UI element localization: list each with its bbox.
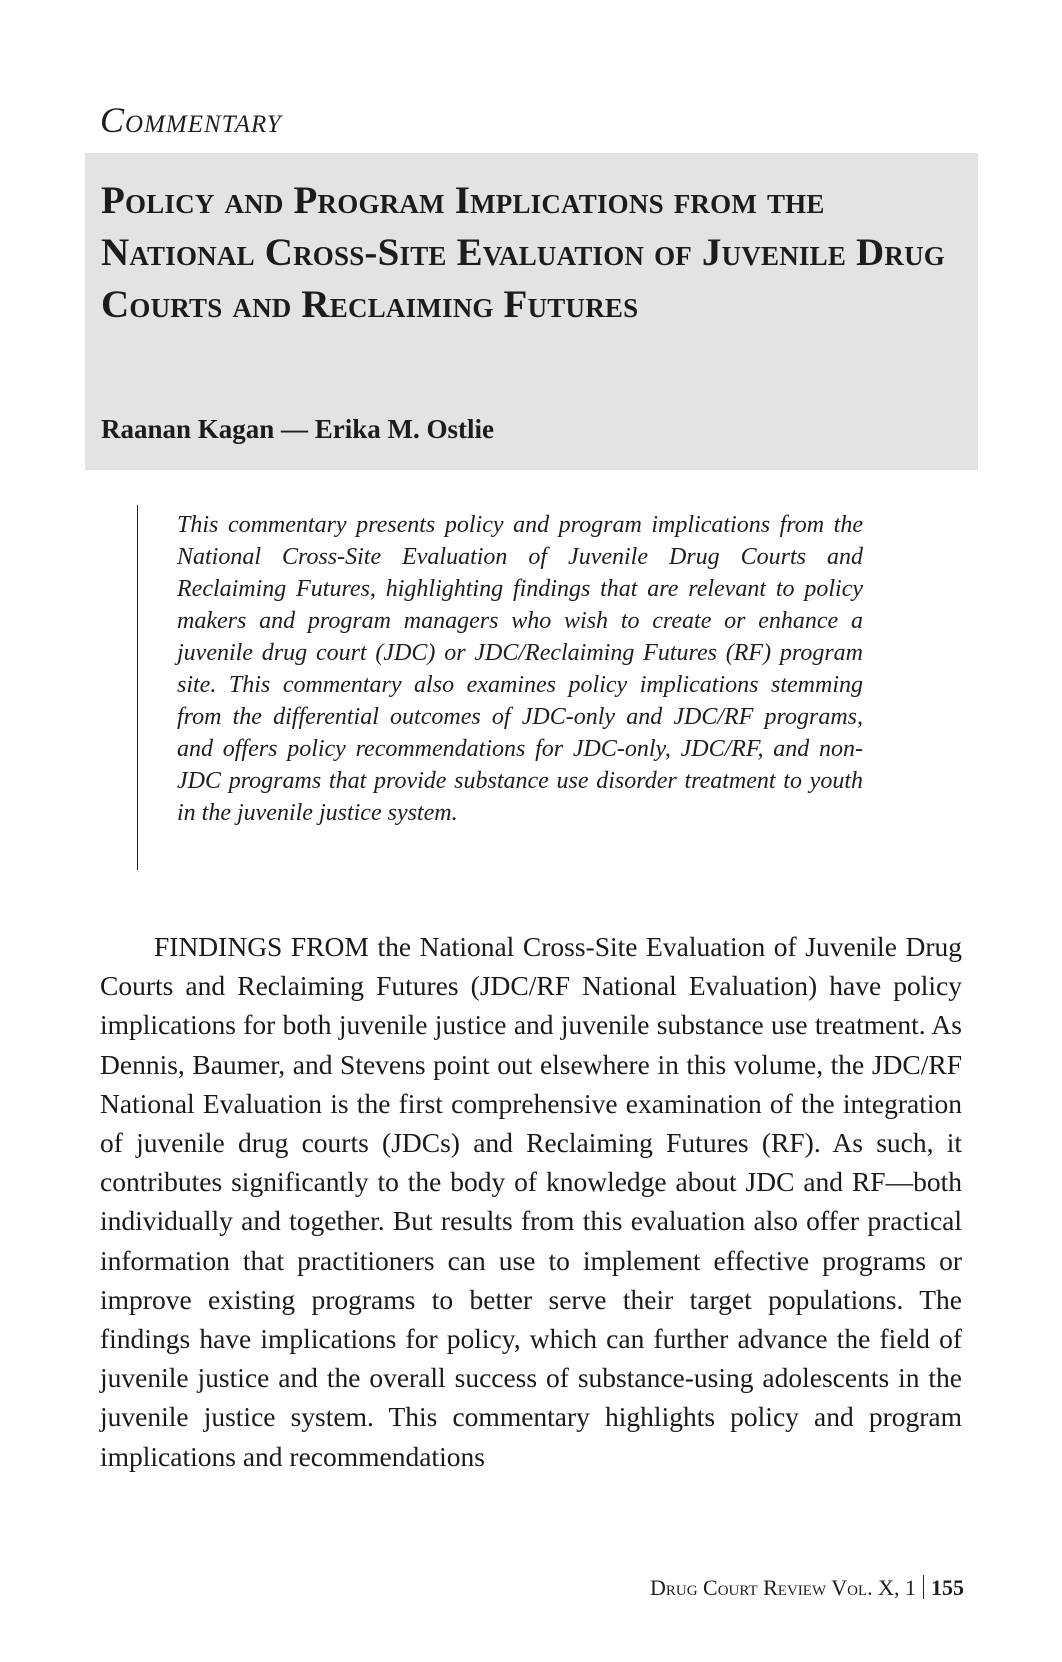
title-block	[85, 153, 978, 470]
page-footer	[650, 1575, 964, 1601]
abstract-rule	[137, 505, 138, 870]
journal-name: Drug Court Review Vol. X, 1	[649, 1575, 916, 1600]
abstract-text: This commentary presents policy and program implications from the National Cross-Site Evaluation of Juvenile Drug Courts and Reclaiming Futures, highlighting findings that are relevant to policy makers and program managers who wish to create or enhance a juvenile drug court (JDC) or JDC/Reclaiming Futures (RF) program site. This commentary also examines policy implications stemming from the differential outcomes of JDC-only and JDC/RF programs, and offers policy recommendations for JDC-only, JDC/RF, and non-JDC programs that provide substance use disorder treatment to youth in the juvenile justice system.	[177, 512, 863, 826]
body-paragraph: FINDINGS FROM the National Cross-Site Evaluation of Juvenile Drug Courts and Reclaiming Futures (JDC/RF National Evaluation) have policy implications for both juvenile justice and juvenile substance use treatment. As Dennis, Baumer, and Stevens point out elsewhere in this volume, the JDC/RF National Evaluation is the first comprehensive examination of the integration of juvenile drug courts (JDCs) and Reclaiming Futures (RF). As such, it contributes significantly to the body of knowledge about JDC and RF—both individually and together. But results from this evaluation also offer practical information that practitioners can use to implement effective programs or improve existing programs to better serve their target populations. The findings have implications for policy, which can further advance the field of juvenile justice and the overall success of substance-using adolescents in the juvenile justice system. This commentary highlights policy and program implications and recommendations	[100, 931, 962, 1472]
page-number: 155	[931, 1575, 964, 1600]
article-title: Policy and Program Implications from the National Cross-Site Evaluation of Juvenile Drug Courts and Reclaiming Futures	[101, 179, 945, 326]
footer-divider	[923, 1575, 924, 1599]
article-authors: Raanan Kagan — Erika M. Ostlie	[101, 414, 495, 444]
section-label: Commentary	[100, 100, 282, 140]
